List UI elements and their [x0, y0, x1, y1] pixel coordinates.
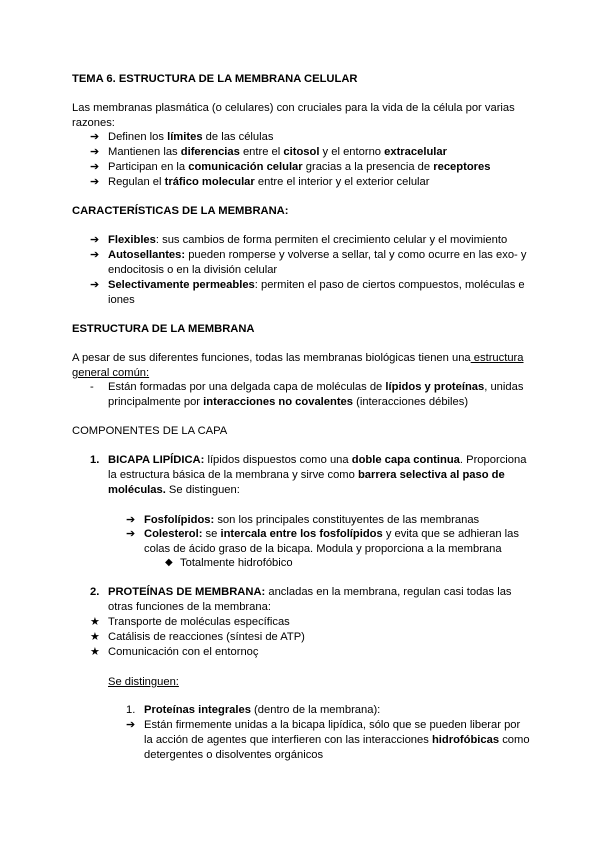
reason-item: Participan en la comunicación celular gracias a la presencia de receptores: [108, 161, 491, 173]
characteristic-item-cont: endocitosis o en la división celular: [108, 264, 278, 276]
integral-line-1: Están firmemente unidas a la bicapa lipídica, sólo que se pueden liberar por: [144, 719, 521, 731]
integral-line-2: la acción de agentes que interfieren con las interacciones hidrofóbicas como: [144, 734, 530, 746]
bilayer-sub-item: Totalmente hidrofóbico: [180, 557, 293, 569]
structure-heading: ESTRUCTURA DE LA MEMBRANA: [72, 323, 255, 335]
protein-function-item: Transporte de moléculas específicas: [108, 616, 290, 628]
star-icon: ★: [90, 616, 100, 628]
list-number: 1.: [126, 704, 136, 716]
arrow-icon: ➔: [90, 249, 100, 261]
bilayer-line-3: moléculas. Se distinguen:: [108, 484, 240, 496]
proteins-line-2: otras funciones de la membrana:: [108, 601, 271, 613]
arrow-icon: ➔: [126, 719, 136, 731]
arrow-icon: ➔: [90, 176, 100, 188]
star-icon: ★: [90, 646, 100, 658]
characteristic-item-cont: iones: [108, 294, 135, 306]
structure-paragraph-cont: general común:: [72, 367, 150, 379]
arrow-icon: ➔: [90, 234, 100, 246]
reason-item: Regulan el tráfico molecular entre el interior y el exterior celular: [108, 176, 430, 188]
arrow-icon: ➔: [90, 131, 100, 143]
characteristic-item: Autosellantes: pueden romperse y volverse a sellar, tal y como ocurre en las exo- y: [108, 249, 527, 261]
bilayer-line-1: BICAPA LIPÍDICA: lípidos dispuestos como una doble capa continua. Proporciona: [108, 454, 527, 466]
reason-item: Mantienen las diferencias entre el citosol y el entorno extracelular: [108, 146, 447, 158]
proteins-line-1: PROTEÍNAS DE MEMBRANA: ancladas en la membrana, regulan casi todas las: [108, 586, 512, 598]
intro-line-1: Las membranas plasmática (o celulares) con cruciales para la vida de la célula por varias: [72, 102, 515, 114]
integral-line-3: detergentes o disolventes orgánicos: [144, 749, 324, 761]
diamond-icon: ◆: [165, 557, 173, 568]
characteristic-item: Selectivamente permeables: permiten el paso de ciertos compuestos, moléculas e: [108, 279, 525, 291]
structure-paragraph: A pesar de sus diferentes funciones, todas las membranas biológicas tienen una estructura: [72, 352, 524, 364]
characteristics-heading: CARACTERÍSTICAS DE LA MEMBRANA:: [72, 205, 289, 217]
bilayer-item: Colesterol: se intercala entre los fosfolípidos y evita que se adhieran las: [144, 528, 519, 540]
reason-item: Definen los límites de las células: [108, 131, 274, 143]
arrow-icon: ➔: [126, 514, 136, 526]
star-icon: ★: [90, 631, 100, 643]
components-heading: COMPONENTES DE LA CAPA: [72, 425, 228, 437]
structure-dash-item-cont: principalmente por interacciones no covalentes (interacciones débiles): [108, 396, 469, 408]
protein-function-item: Catálisis de reacciones (síntesi de ATP): [108, 631, 305, 643]
characteristic-item: Flexibles: sus cambios de forma permiten el crecimiento celular y el movimiento: [108, 234, 508, 246]
arrow-icon: ➔: [90, 146, 100, 158]
bilayer-line-2: la estructura básica de la membrana y sirve como barrera selectiva al paso de: [108, 469, 505, 481]
distinguish-label: Se distinguen:: [108, 676, 179, 688]
structure-dash-item: Están formadas por una delgada capa de moléculas de lípidos y proteínas, unidas: [108, 381, 524, 393]
protein-function-item: Comunicación con el entornoç: [108, 646, 259, 658]
integral-proteins-item: Proteínas integrales (dentro de la membrana):: [144, 704, 381, 716]
bilayer-item: Fosfolípidos: son los principales constituyentes de las membranas: [144, 514, 480, 526]
bilayer-item-cont: colas de ácido graso de la bicapa. Modula y proporciona a la membrana: [144, 543, 502, 555]
list-number: 2.: [90, 586, 100, 598]
page-title: TEMA 6. ESTRUCTURA DE LA MEMBRANA CELULAR: [72, 73, 358, 85]
dash-bullet: -: [90, 381, 94, 393]
list-number: 1.: [90, 454, 100, 466]
intro-line-2: razones:: [72, 117, 115, 129]
arrow-icon: ➔: [90, 161, 100, 173]
arrow-icon: ➔: [90, 279, 100, 291]
arrow-icon: ➔: [126, 528, 136, 540]
